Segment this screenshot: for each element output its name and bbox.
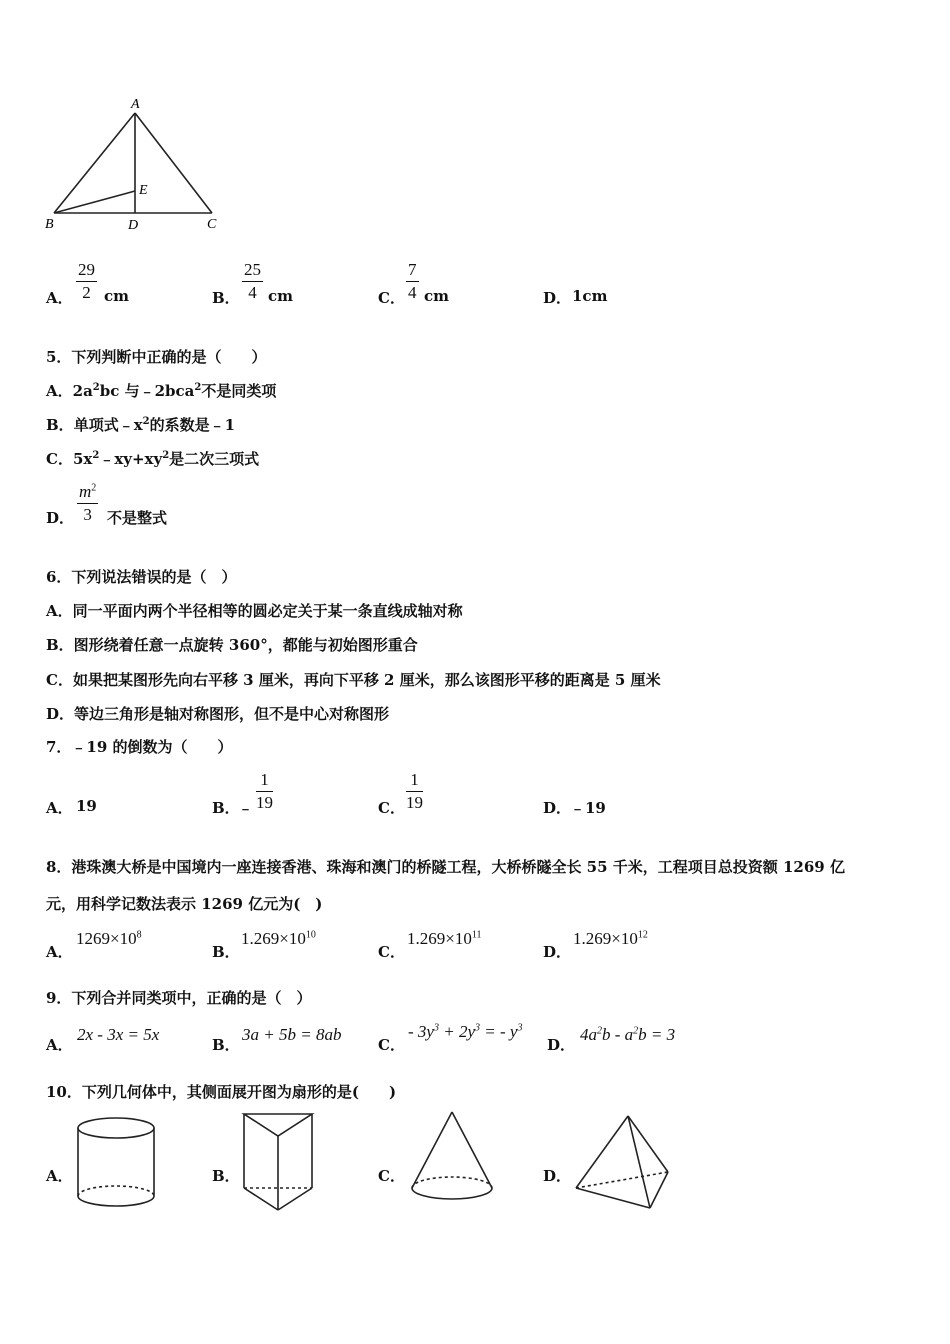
q5-option-a: A．$2a^2bc$ 与﹣2bca$^2$不是同类项 [46,382,277,400]
q9-option-a-letter: A． [46,1036,73,1054]
q6-option-d: D．等边三角形是轴对称图形，但不是中心对称图形 [46,705,390,723]
triangle-figure [40,95,230,235]
label-c: C [207,217,217,232]
q4-option-a-unit: cm [104,287,130,305]
q7-option-a-letter: A． [46,799,73,817]
cone-figure [406,1110,496,1210]
q7-option-c-fraction: $\frac{1}{19}$ [406,770,423,812]
q7-option-b-letter: B． [212,799,240,817]
q4-option-c-unit: cm [424,287,450,305]
q6-stem: 6．下列说法错误的是（ ） [46,568,237,586]
label-d: D [128,218,139,233]
q8-option-c-letter: C． [378,943,405,961]
q7-option-d-letter: D． [543,799,572,817]
label-b: B [45,217,54,232]
q10-stem: 10．下列几何体中，其侧面展开图为扇形的是( ) [46,1083,397,1101]
cylinder-figure [72,1112,162,1212]
q6-option-a: A．同一平面内两个半径相等的圆必定关于某一条直线成轴对称 [46,602,463,620]
q8-option-a-letter: A． [46,943,73,961]
q4-option-c-letter: C． [378,289,405,307]
q7-option-c-letter: C． [378,799,405,817]
triangular-prism-figure [240,1108,320,1213]
q7-option-b-fraction: $\frac{1}{19}$ [256,770,273,812]
q9-stem: 9．下列合并同类项中，正确的是（ ） [46,989,312,1007]
q7-option-d-text: ﹣19 [570,799,606,817]
q10-option-d-letter: D． [543,1167,572,1185]
q9-option-a-expr: 2x - 3x = 5x [77,1025,160,1044]
q8-option-b-letter: B． [212,943,240,961]
q8-option-d-expr: $1.269\times 10^{12}$ [573,929,648,948]
q5-option-d-text: 不是整式 [107,509,168,527]
label-a: A [131,97,140,112]
label-e: E [139,183,148,198]
q4-option-a-fraction: $\frac{29}{2}$ [78,260,95,302]
q8-option-d-letter: D． [543,943,572,961]
q8-stem-line2: 元，用科学记数法表示 1269 亿元为( ) [46,895,323,913]
q9-option-d-expr: $4a^2b - a^2b = 3$ [580,1025,676,1044]
q10-option-a-letter: A． [46,1167,73,1185]
q5-option-b: B．单项式$﹣x^2$的系数是﹣1 [46,416,236,434]
q8-option-b-expr: $1.269\times 10^{10}$ [241,929,316,948]
q9-option-c-letter: C． [378,1036,405,1054]
q7-option-b-sign: ﹣ [238,799,254,817]
q4-option-a-letter: A． [46,289,73,307]
q9-option-c-expr: - $3y^3 + 2y^3$ = - $y^3$ [408,1022,523,1041]
q8-stem-line1: 8．港珠澳大桥是中国境内一座连接香港、珠海和澳门的桥隧工程，大桥桥隧全长 55 千米，工程项目总投资额 1269 亿 [46,858,845,876]
q5-stem: 5．下列判断中正确的是（ ） [46,348,267,366]
q8-option-c-expr: $1.269\times 10^{11}$ [407,929,482,948]
q4-option-b-letter: B． [212,289,240,307]
q7-option-a-text: 19 [76,797,97,815]
q10-option-b-letter: B． [212,1167,240,1185]
q5-option-d-fraction: $\frac{m^2}{3}$ [79,482,97,524]
q4-option-b-unit: cm [268,287,294,305]
q4-option-d-letter: D． [543,289,572,307]
q7-stem: 7．﹣19 的倒数为（ ） [46,738,233,756]
q4-option-d-text: 1cm [572,287,608,305]
q9-option-d-letter: D． [547,1036,576,1054]
q6-option-b: B．图形绕着任意一点旋转 360°，都能与初始图形重合 [46,636,418,654]
q8-option-a-expr: $1269\times 10^8$ [76,929,142,948]
q5-option-c: C．$5x^2﹣xy+xy^2$是二次三项式 [46,450,260,468]
q10-option-c-letter: C． [378,1167,405,1185]
q4-option-c-fraction: $\frac{7}{4}$ [408,260,417,302]
pyramid-figure [572,1112,672,1212]
q6-option-c: C．如果把某图形先向右平移 3 厘米，再向下平移 2 厘米，那么该图形平移的距离是 5 厘米 [46,671,661,689]
q9-option-b-expr: 3a + 5b = 8ab [242,1025,342,1044]
q9-option-b-letter: B． [212,1036,240,1054]
q4-option-b-fraction: $\frac{25}{4}$ [244,260,261,302]
q5-option-d-letter: D． [46,509,75,527]
